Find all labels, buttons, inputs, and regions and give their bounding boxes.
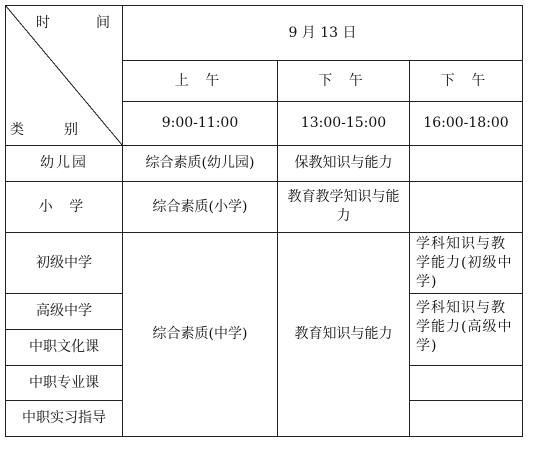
category-kindergarten: 幼儿园 [40,155,88,171]
primary-morning-exam: 综合素质(小学) [152,198,248,215]
date-header: 9 月 13 日 [288,24,357,41]
session-label-1: 上 午 [174,72,226,89]
session-time-2: 13:00-15:00 [300,115,387,131]
category-vocational-culture: 中职文化课 [29,339,99,355]
session-label-2: 下 午 [318,72,369,89]
diagonal-label-time-1: 时 [36,15,50,31]
category-junior-middle: 初级中学 [36,254,92,271]
secondary-morning-exam: 综合素质(中学) [152,326,248,342]
category-senior-high: 高级中学 [36,303,92,319]
senior-subject-exam: 学科知识与教学能力(高级中学) [416,300,513,354]
session-label-3: 下 午 [440,72,492,89]
diagonal-label-time-2: 间 [96,15,110,31]
junior-subject-exam: 学科知识与教学能力(初级中学) [416,235,513,290]
diagonal-label-category-2: 别 [64,122,78,138]
session-time-3: 16:00-18:00 [423,115,509,131]
session-time-1: 9:00-11:00 [161,115,239,131]
category-vocational-professional: 中职专业课 [29,374,99,391]
kindergarten-afternoon-exam: 保教知识与能力 [294,155,393,171]
primary-afternoon-exam: 教育教学知识与能力 [287,189,400,224]
category-primary: 小 学 [38,198,90,215]
category-vocational-internship: 中职实习指导 [22,410,106,426]
kindergarten-morning-exam: 综合素质(幼儿园) [145,155,255,171]
secondary-afternoon-exam: 教育知识与能力 [294,326,393,342]
diagonal-label-category-1: 类 [10,122,24,138]
